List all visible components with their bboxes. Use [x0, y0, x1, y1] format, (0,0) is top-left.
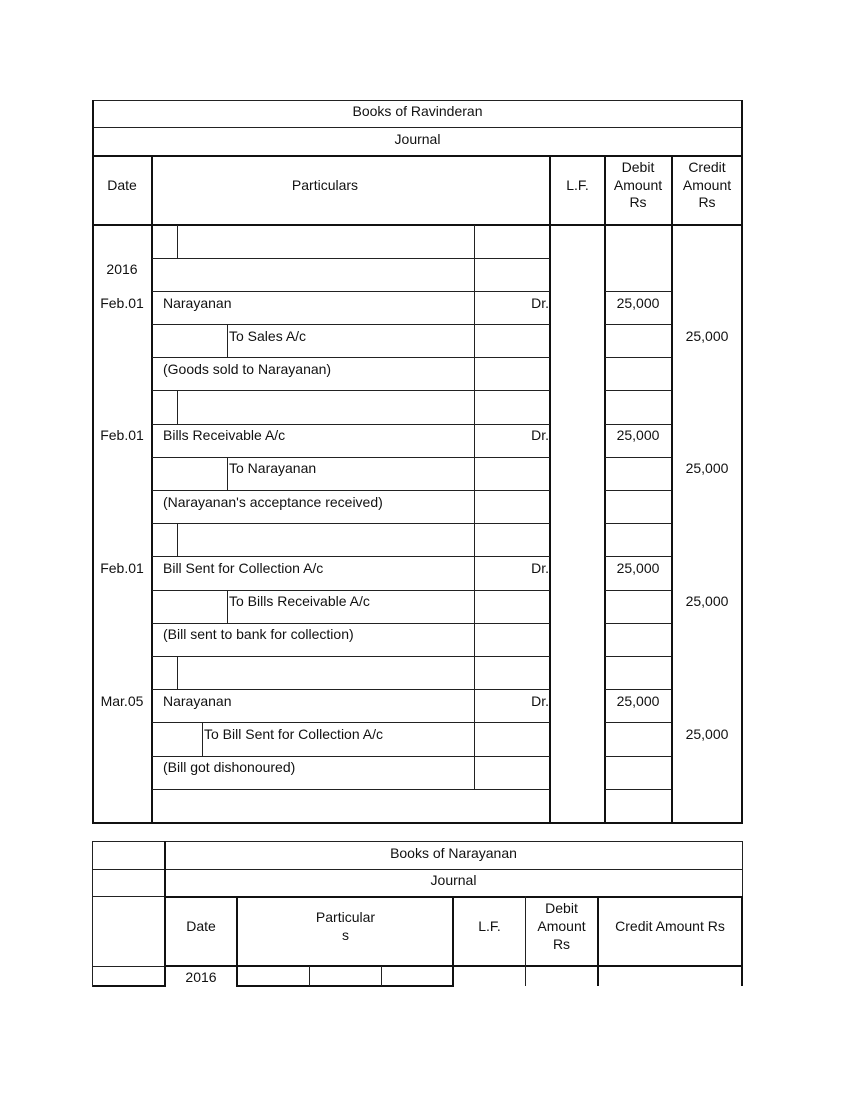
debit-account: Bills Receivable A/c [163, 427, 286, 443]
rule [164, 841, 166, 987]
debit-account: Narayanan [163, 693, 232, 709]
journal-title: Books of Narayanan [390, 845, 517, 861]
rule [605, 590, 671, 591]
entry-date: Feb.01 [100, 295, 144, 311]
rule [202, 722, 203, 756]
narration: (Goods sold to Narayanan) [163, 361, 332, 377]
rule [152, 490, 550, 491]
narration: (Bill sent to bank for collection) [163, 626, 354, 642]
rule [92, 822, 743, 824]
rule [605, 523, 671, 524]
header-debit: Amount [613, 177, 663, 193]
header-debit: Debit [621, 159, 655, 175]
year-label: 2016 [185, 969, 217, 985]
credit-account: To Narayanan [229, 460, 317, 476]
rule [152, 457, 550, 458]
rule [605, 390, 671, 391]
rule [605, 556, 671, 557]
credit-amount: 25,000 [685, 726, 729, 742]
rule [671, 155, 673, 824]
credit-amount: 25,000 [685, 328, 729, 344]
header-date: Date [186, 918, 216, 934]
rule [152, 722, 550, 723]
rule [605, 357, 671, 358]
rule [227, 590, 228, 623]
rule [597, 896, 599, 986]
header-credit: Rs [698, 194, 716, 210]
rule [605, 789, 671, 790]
rule [152, 258, 550, 259]
header-debit: Amount [537, 918, 586, 934]
rule [92, 966, 165, 967]
journal-title: Books of Ravinderan [352, 103, 483, 119]
rule [605, 756, 671, 757]
journal-subtitle: Journal [394, 131, 441, 147]
header-lf: L.F. [478, 918, 501, 934]
rule [177, 523, 178, 556]
rule [227, 457, 228, 490]
rule [92, 224, 743, 226]
rule [605, 324, 671, 325]
debit-amount: 25,000 [616, 427, 660, 443]
header-particulars: s [342, 927, 349, 943]
narration: (Bill got dishonoured) [163, 759, 296, 775]
credit-account: To Sales A/c [229, 328, 307, 344]
rule [605, 291, 671, 292]
header-debit: Rs [552, 936, 571, 952]
header-particulars: Particulars [291, 177, 359, 193]
rule [381, 966, 382, 986]
rule [227, 324, 228, 357]
header-date: Date [107, 177, 137, 193]
rule [152, 590, 550, 591]
rule [605, 656, 671, 657]
rule [742, 841, 743, 897]
entry-date: Mar.05 [100, 693, 144, 709]
rule [605, 457, 671, 458]
rule [92, 869, 743, 870]
rule [92, 841, 93, 987]
rule [177, 225, 178, 258]
rule [152, 689, 550, 690]
header-credit: Credit [688, 159, 726, 175]
debit-account: Bill Sent for Collection A/c [163, 560, 324, 576]
debit-amount: 25,000 [616, 560, 660, 576]
credit-account: To Bills Receivable A/c [229, 593, 370, 609]
rule [605, 623, 671, 624]
rule [92, 127, 743, 128]
rule [92, 841, 743, 842]
rule [741, 896, 743, 986]
credit-amount: 25,000 [685, 593, 729, 609]
credit-account: To Bill Sent for Collection A/c [204, 726, 383, 742]
rule [152, 556, 550, 557]
header-debit: Rs [629, 194, 647, 210]
rule [152, 357, 550, 358]
narration: (Narayanan's acceptance received) [163, 494, 383, 510]
rule [605, 722, 671, 723]
rule [605, 424, 671, 425]
header-lf: L.F. [566, 177, 589, 193]
debit-account: Narayanan [163, 295, 232, 311]
debit-amount: 25,000 [616, 693, 660, 709]
rule [177, 390, 178, 424]
rule [309, 966, 310, 986]
rule [177, 656, 178, 689]
entry-date: Feb.01 [100, 560, 144, 576]
rule [152, 623, 550, 624]
rule [92, 100, 743, 101]
rule [152, 789, 550, 790]
header-credit: Amount [682, 177, 732, 193]
rule [474, 225, 475, 790]
year-label: 2016 [106, 261, 138, 277]
credit-amount: 25,000 [685, 460, 729, 476]
dr-marker: Dr. [531, 560, 549, 576]
rule [92, 985, 165, 987]
journal-subtitle: Journal [430, 872, 477, 888]
dr-marker: Dr. [531, 427, 549, 443]
rule [605, 490, 671, 491]
rule [92, 100, 94, 824]
debit-amount: 25,000 [616, 295, 660, 311]
entry-date: Feb.01 [100, 427, 144, 443]
dr-marker: Dr. [531, 295, 549, 311]
header-debit: Debit [545, 900, 578, 916]
rule [152, 523, 550, 524]
rule [152, 756, 550, 757]
rule [92, 155, 743, 157]
rule [236, 985, 454, 987]
rule [152, 390, 550, 391]
rule [152, 324, 550, 325]
rule [152, 656, 550, 657]
dr-marker: Dr. [531, 693, 549, 709]
rule [605, 689, 671, 690]
rule [152, 424, 550, 425]
rule [92, 896, 165, 897]
rule [152, 291, 550, 292]
header-credit: Credit Amount Rs [615, 918, 725, 934]
header-particulars: Particular [315, 909, 376, 925]
